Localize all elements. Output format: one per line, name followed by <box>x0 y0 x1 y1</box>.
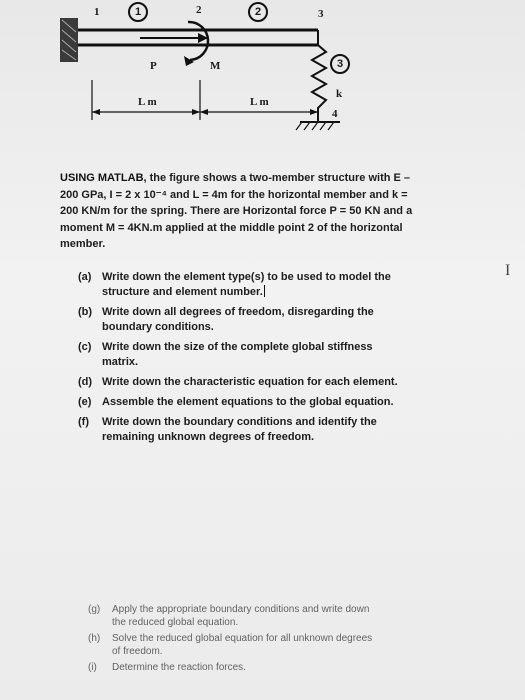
question-item-a <box>78 270 418 300</box>
question-text: Apply the appropriate boundary conditions and write down the reduced global equation. <box>112 604 370 628</box>
problem-intro-text: the figure shows a two-member structure with E – 200 GPa, I = 2 x 10⁻⁴ and L = 4m for the horizontal member and k = 200 KN/m for the spring. There are Horizontal force P = 50 KN and a moment M = 4KN.m applied at the middle point 2 of the horizontal member. <box>60 172 413 250</box>
question-text: Write down the element type(s) to be used to model the structure and element number. <box>102 271 391 298</box>
question-text: Determine the reaction forces. <box>112 662 246 673</box>
question-label: (f) <box>78 416 89 428</box>
structure-figure <box>0 0 525 160</box>
fixed-support-left <box>60 18 78 62</box>
problem-statement <box>60 170 420 253</box>
ibeam-cursor-icon: I <box>505 262 511 279</box>
question-label: (e) <box>78 396 92 408</box>
question-text: Solve the reduced global equation for all unknown degrees of freedom. <box>112 633 373 657</box>
question-text: Write down the boundary conditions and identify the remaining unknown degrees of freedom. <box>102 416 377 443</box>
node-label-4: 4 <box>332 108 338 120</box>
force-p-label: P <box>150 60 157 72</box>
problem-intro-highlight: USING MATLAB, <box>60 172 147 184</box>
question-item-c <box>78 340 418 370</box>
question-label: (c) <box>78 341 92 353</box>
length-label-1: L m <box>138 96 157 108</box>
question-text: Assemble the element equations to the global equation. <box>102 396 394 408</box>
element-2-number: 2 <box>254 6 262 18</box>
question-item-h <box>88 632 388 658</box>
element-3-number: 3 <box>336 58 344 70</box>
spring-element <box>312 45 326 122</box>
question-list-continued <box>88 603 388 677</box>
question-item-g <box>88 603 388 629</box>
question-item-i <box>88 661 388 674</box>
node-label-3: 3 <box>318 8 324 20</box>
question-item-d <box>78 375 418 390</box>
element-label-2 <box>248 2 268 22</box>
question-label: (b) <box>78 306 93 318</box>
question-item-e <box>78 395 418 410</box>
length-label-2: L m <box>250 96 269 108</box>
text-cursor <box>264 285 265 297</box>
question-list <box>78 270 418 450</box>
question-text: Write down the characteristic equation for each element. <box>102 376 398 388</box>
moment-m-label: M <box>210 60 221 72</box>
question-text: Write down the size of the complete global stiffness matrix. <box>102 341 373 368</box>
question-label: (g) <box>88 604 101 615</box>
question-label: (d) <box>78 376 93 388</box>
dimension-lines <box>92 80 318 120</box>
element-1-number: 1 <box>134 6 142 18</box>
ground-support <box>296 122 340 130</box>
question-text: Write down all degrees of freedom, disregarding the boundary conditions. <box>102 306 374 333</box>
question-item-f <box>78 415 418 445</box>
question-label: (h) <box>88 633 101 644</box>
node-label-2: 2 <box>196 4 202 16</box>
question-label: (i) <box>88 662 97 673</box>
question-item-b <box>78 305 418 335</box>
spring-k-label: k <box>336 88 343 100</box>
element-label-1 <box>128 2 148 22</box>
element-label-3 <box>330 54 350 74</box>
force-p-arrow <box>140 33 208 43</box>
node-label-1: 1 <box>94 6 100 18</box>
structure-diagram <box>0 0 525 160</box>
question-label: (a) <box>78 271 92 283</box>
